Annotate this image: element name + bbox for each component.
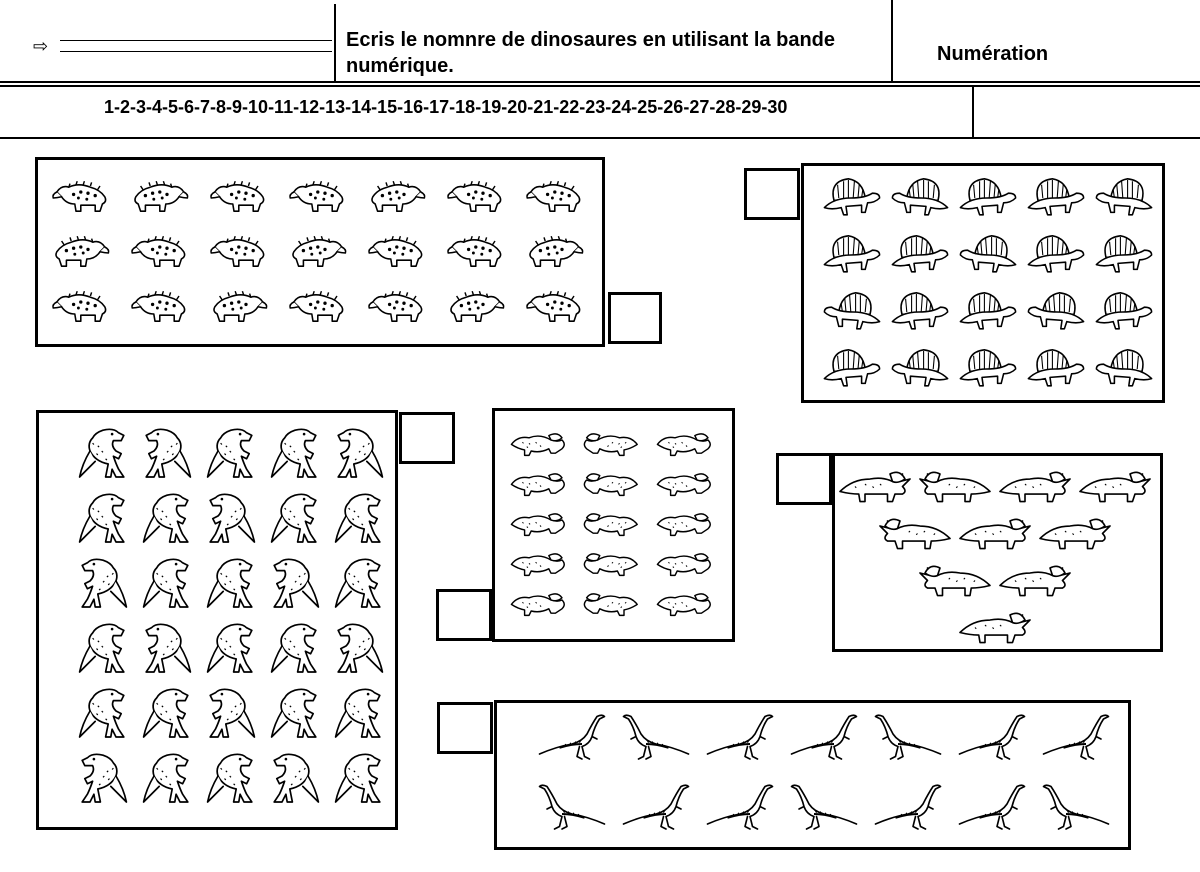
dimetrodon-icon (960, 293, 1015, 329)
name-line-1[interactable] (60, 40, 332, 41)
ankylosaurus-icon (211, 236, 264, 266)
protoceratops-icon (511, 474, 564, 496)
ankylosaurus-icon (451, 291, 504, 321)
compsognathus-icon (540, 785, 605, 829)
numberline-bottom-rule (0, 137, 1200, 139)
tyrannosaurus-icon (272, 494, 316, 542)
ankylosaurus-icon (290, 291, 343, 321)
tyrannosaurus-icon (272, 624, 316, 672)
compsognathus-icon (876, 715, 941, 759)
numberline-top-rule (0, 85, 1200, 87)
dimetrodon-icon (960, 350, 1015, 386)
triceratops-icon (1040, 519, 1110, 548)
dimetrodon-icon (960, 236, 1015, 272)
tyrannosaurus-icon (338, 624, 382, 672)
compsognathus-icon (1044, 715, 1109, 759)
header-divider-left (334, 4, 336, 82)
dimetrodon-icon (1028, 293, 1083, 329)
tyrannosaurus-icon (210, 494, 254, 542)
compsognathus-icon (708, 715, 773, 759)
compsognathus-icon (708, 785, 773, 829)
protoceratops-icon (657, 474, 710, 496)
tyrannosaurus-icon (144, 494, 188, 542)
triceratops-drawing (835, 456, 1160, 649)
dimetrodon-icon (960, 179, 1015, 215)
answer-box-ankylosaurus[interactable] (608, 292, 662, 344)
tyrannosaurus-icon (80, 494, 124, 542)
panel-ankylosaurus (35, 157, 605, 347)
dimetrodon-icon (1096, 293, 1151, 329)
dimetrodon-icon (824, 236, 879, 272)
dimetrodon-icon (892, 293, 947, 329)
tyrannosaurus-icon (80, 624, 124, 672)
header-bottom-rule (0, 81, 1200, 83)
tyrannosaurus-drawing (39, 413, 395, 827)
protoceratops-icon (584, 474, 637, 496)
ankylosaurus-icon (369, 291, 422, 321)
compsognathus-icon (1044, 785, 1109, 829)
tyrannosaurus-icon (336, 494, 380, 542)
tyrannosaurus-icon (82, 559, 126, 607)
ankylosaurus-icon (530, 236, 583, 266)
tyrannosaurus-icon (80, 429, 124, 477)
dimetrodon-icon (824, 179, 879, 215)
compsognathus-icon (876, 785, 941, 829)
number-line: 1-2-3-4-5-6-7-8-9-10-11-12-13-14-15-16-17-18-19-20-21-22-23-24-25-26-27-28-29-30 (104, 97, 788, 117)
protoceratops-icon (657, 554, 710, 576)
tyrannosaurus-icon (208, 559, 252, 607)
tyrannosaurus-icon (208, 429, 252, 477)
dimetrodon-icon (1028, 236, 1083, 272)
ankylosaurus-drawing (38, 160, 602, 344)
tyrannosaurus-icon (144, 559, 188, 607)
arrow-right-outline-icon: ⇨ (33, 36, 49, 56)
ankylosaurus-icon (448, 181, 501, 211)
protoceratops-icon (657, 514, 710, 536)
tyrannosaurus-icon (338, 429, 382, 477)
ankylosaurus-icon (290, 181, 343, 211)
dimetrodon-icon (1096, 179, 1151, 215)
tyrannosaurus-icon (210, 689, 254, 737)
ankylosaurus-icon (527, 181, 580, 211)
tyrannosaurus-icon (208, 624, 252, 672)
tyrannosaurus-icon (146, 429, 190, 477)
protoceratops-icon (511, 554, 564, 576)
ankylosaurus-icon (369, 236, 422, 266)
answer-box-protoceratops[interactable] (436, 589, 492, 641)
triceratops-icon (1080, 472, 1150, 501)
compsognathus-icon (960, 785, 1025, 829)
protoceratops-icon (657, 594, 710, 616)
ankylosaurus-icon (527, 291, 580, 321)
protoceratops-icon (511, 594, 564, 616)
panel-compsognathus (494, 700, 1131, 850)
ankylosaurus-icon (56, 236, 109, 266)
answer-box-dimetrodon[interactable] (744, 168, 800, 220)
compsognathus-icon (540, 715, 605, 759)
dimetrodon-icon (892, 236, 947, 272)
triceratops-icon (920, 566, 990, 595)
dimetrodon-icon (824, 350, 879, 386)
subject-label: Numération (937, 43, 1049, 65)
tyrannosaurus-icon (144, 754, 188, 802)
compsognathus-icon (792, 785, 857, 829)
tyrannosaurus-icon (336, 689, 380, 737)
tyrannosaurus-icon (336, 559, 380, 607)
panel-triceratops (832, 453, 1163, 652)
ankylosaurus-icon (135, 181, 188, 211)
compsognathus-icon (792, 715, 857, 759)
triceratops-icon (880, 519, 950, 548)
ankylosaurus-icon (132, 236, 185, 266)
answer-box-tyrannosaurus[interactable] (399, 412, 455, 464)
answer-box-compsognathus[interactable] (437, 702, 493, 754)
ankylosaurus-icon (132, 291, 185, 321)
answer-box-triceratops[interactable] (776, 453, 832, 505)
protoceratops-drawing (495, 411, 732, 639)
ankylosaurus-icon (53, 181, 106, 211)
ankylosaurus-icon (214, 291, 267, 321)
tyrannosaurus-icon (274, 754, 318, 802)
dimetrodon-icon (824, 293, 879, 329)
dimetrodon-icon (1028, 179, 1083, 215)
protoceratops-icon (511, 434, 564, 456)
tyrannosaurus-icon (272, 429, 316, 477)
protoceratops-icon (657, 434, 710, 456)
triceratops-icon (920, 472, 990, 501)
tyrannosaurus-icon (336, 754, 380, 802)
protoceratops-icon (584, 434, 637, 456)
compsognathus-drawing (497, 703, 1128, 847)
panel-dimetrodon (801, 163, 1165, 403)
ankylosaurus-icon (211, 181, 264, 211)
protoceratops-icon (511, 514, 564, 536)
triceratops-icon (960, 613, 1030, 642)
protoceratops-icon (584, 554, 637, 576)
ankylosaurus-icon (448, 236, 501, 266)
ankylosaurus-icon (293, 236, 346, 266)
compsognathus-icon (624, 785, 689, 829)
tyrannosaurus-icon (208, 754, 252, 802)
tyrannosaurus-icon (274, 559, 318, 607)
header-divider-right (891, 0, 893, 82)
tyrannosaurus-icon (272, 689, 316, 737)
dimetrodon-icon (892, 179, 947, 215)
panel-protoceratops (492, 408, 735, 642)
ankylosaurus-icon (53, 291, 106, 321)
triceratops-icon (1000, 566, 1070, 595)
compsognathus-icon (624, 715, 689, 759)
numberline-divider (972, 86, 974, 138)
triceratops-icon (840, 472, 910, 501)
tyrannosaurus-icon (82, 754, 126, 802)
dimetrodon-drawing (804, 166, 1162, 400)
dimetrodon-icon (1028, 350, 1083, 386)
ankylosaurus-icon (372, 181, 425, 211)
protoceratops-icon (584, 514, 637, 536)
dimetrodon-icon (1096, 350, 1151, 386)
tyrannosaurus-icon (146, 624, 190, 672)
triceratops-icon (960, 519, 1030, 548)
instruction-title: Ecris le nomnre de dinosaures en utilisant la bande numérique. (346, 29, 836, 77)
dimetrodon-icon (892, 350, 947, 386)
panel-tyrannosaurus (36, 410, 398, 830)
triceratops-icon (1000, 472, 1070, 501)
compsognathus-icon (960, 715, 1025, 759)
name-line-2[interactable] (60, 51, 332, 52)
dimetrodon-icon (1096, 236, 1151, 272)
protoceratops-icon (584, 594, 637, 616)
tyrannosaurus-icon (80, 689, 124, 737)
tyrannosaurus-icon (144, 689, 188, 737)
